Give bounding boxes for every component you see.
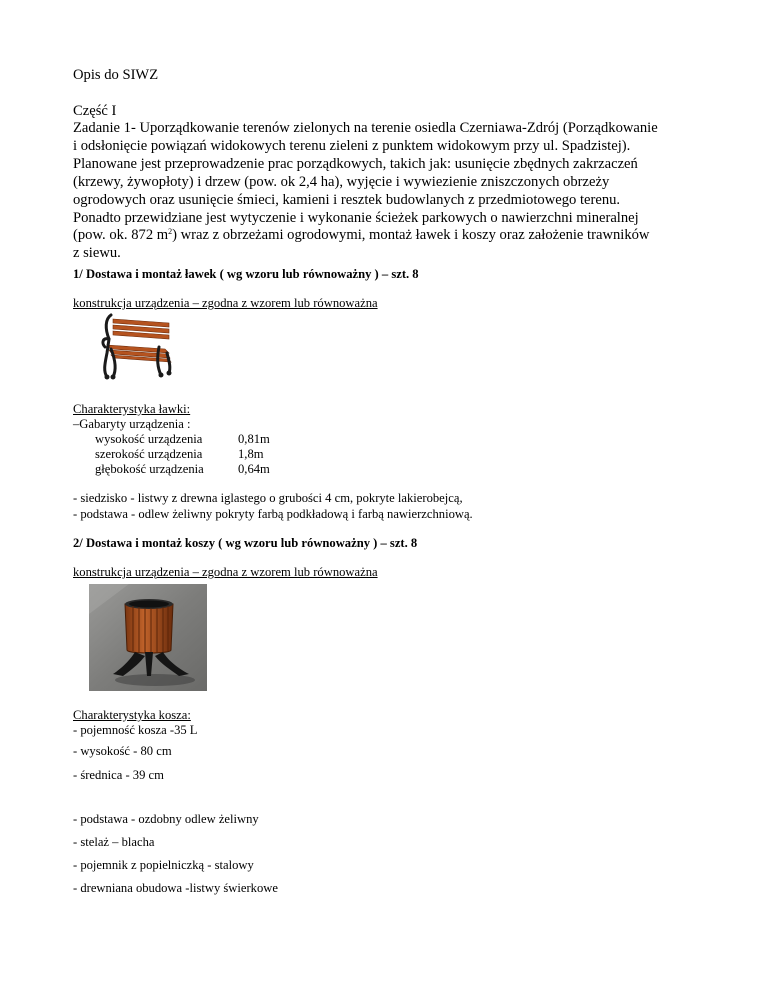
superscript: 2 xyxy=(168,227,173,237)
dim-label: wysokość urządzenia xyxy=(95,432,203,446)
bin-item: - pojemność kosza -35 L xyxy=(73,723,198,737)
trash-bin-image xyxy=(89,584,207,691)
section1-heading: 1/ Dostawa i montaż ławek ( wg wzoru lub równoważny ) – szt. 8 xyxy=(73,267,419,281)
section2-construction: konstrukcja urządzenia – zgodna z wzorem lub równoważna xyxy=(73,565,378,579)
intro-line7-b: ) wraz z obrzeżami ogrodowymi, montaż ławek i koszy oraz założenie trawników xyxy=(172,227,650,244)
bench-note: - podstawa - odlew żeliwny pokryty farbą podkładową i farbą nawierzchniową. xyxy=(73,507,473,521)
intro-line: ogrodowych oraz usunięcie śmieci, kamieni i resztek budowlanych z przedmiotowego terenu. xyxy=(73,191,621,208)
bin-item: - wysokość - 80 cm xyxy=(73,744,172,758)
dim-label: głębokość urządzenia xyxy=(95,462,204,476)
dim-value: 1,8m xyxy=(238,447,264,461)
bench-image xyxy=(99,309,173,381)
section2-heading: 2/ Dostawa i montaż koszy ( wg wzoru lub równoważny ) – szt. 8 xyxy=(73,536,418,550)
bin-item: - średnica - 39 cm xyxy=(73,768,164,782)
intro-paragraph xyxy=(73,120,713,263)
intro-line: (krzewy, żywopłoty) i drzew (pow. ok 2,4 ha), wyjęcie i wywiezienie zniszczonych obrzeży xyxy=(73,173,610,190)
bench-char-title: Charakterystyka ławki: xyxy=(73,402,191,416)
intro-line7-a: (pow. ok. 872 m xyxy=(73,227,169,244)
intro-line: z siewu. xyxy=(73,245,121,262)
dims-title: –Gabaryty urządzenia : xyxy=(73,417,191,431)
bin-item: - drewniana obudowa -listwy świerkowe xyxy=(73,881,278,895)
intro-line: Zadanie 1- Uporządkowanie terenów zielonych na terenie osiedla Czerniawa-Zdrój (Porządkowanie xyxy=(73,120,658,136)
dim-value: 0,64m xyxy=(238,462,270,476)
dim-label: szerokość urządzenia xyxy=(95,447,203,461)
bin-item: - podstawa - ozdobny odlew żeliwny xyxy=(73,812,259,826)
bench-note: - siedzisko - listwy z drewna iglastego o grubości 4 cm, pokryte lakierobejcą, xyxy=(73,491,463,505)
dim-value: 0,81m xyxy=(238,432,270,446)
bin-char-title: Charakterystyka kosza: xyxy=(73,708,191,722)
section1-construction: konstrukcja urządzenia – zgodna z wzorem lub równoważna xyxy=(73,296,378,310)
intro-line xyxy=(73,227,713,245)
intro-line: Ponadto przewidziane jest wytyczenie i wykonanie ścieżek parkowych o nawierzchni mineralnej xyxy=(73,209,639,226)
bin-item: - pojemnik z popielniczką - stalowy xyxy=(73,858,254,872)
bin-item: - stelaż – blacha xyxy=(73,835,155,849)
part-label: Część I xyxy=(73,103,117,119)
intro-line: Planowane jest przeprowadzenie prac porządkowych, takich jak: usunięcie zbędnych zakrzaczeń xyxy=(73,155,638,172)
intro-line: i odsłonięcie powiązań widokowych terenu zieleni z punktem widokowym przy ul. Spadzistej). xyxy=(73,137,631,154)
doc-title: Opis do SIWZ xyxy=(73,67,159,83)
